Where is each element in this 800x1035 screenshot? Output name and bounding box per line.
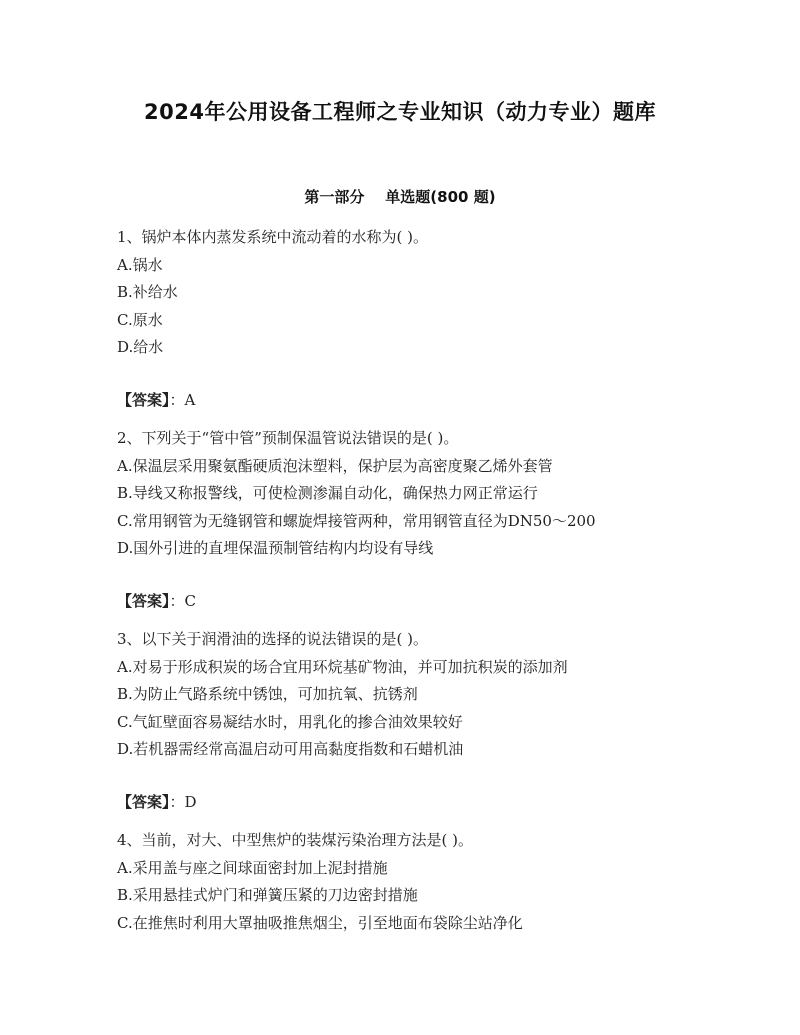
question-stem: 3、以下关于润滑油的选择的说法错误的是( )。 xyxy=(117,630,429,648)
option-b: B.为防止气路系统中锈蚀，可加抗氧、抗锈剂 xyxy=(117,685,418,703)
answer-value: ：A xyxy=(169,390,196,409)
option-d: D.给水 xyxy=(117,338,164,356)
option-b: B.补给水 xyxy=(117,283,178,301)
question-stem: 1、锅炉本体内蒸发系统中流动着的水称为( )。 xyxy=(117,228,429,246)
option-a: A.采用盖与座之间球面密封加上泥封措施 xyxy=(117,858,388,877)
answer-line xyxy=(117,789,717,817)
answer-line xyxy=(117,588,717,616)
option-c: C.在推焦时利用大罩抽吸推焦烟尘，引至地面布袋除尘站净化 xyxy=(117,913,523,932)
answer-label: 【答案】 xyxy=(117,792,170,811)
question-2 xyxy=(117,425,717,615)
answer-line xyxy=(117,387,717,415)
option-d: D.若机器需经常高温启动可用高黏度指数和石蜡机油 xyxy=(117,740,464,758)
option-b: B.导线又称报警线，可使检测渗漏自动化，确保热力网正常运行 xyxy=(117,484,538,502)
section-heading: 第一部分 单选题(800 题) xyxy=(304,188,496,206)
question-stem: 4、当前，对大、中型焦炉的装煤污染治理方法是( )。 xyxy=(117,831,474,849)
option-c: C.气缸壁面容易凝结水时，用乳化的掺合油效果较好 xyxy=(117,712,463,731)
option-d: D.国外引进的直埋保温预制管结构内均设有导线 xyxy=(117,539,434,557)
answer-value: ：D xyxy=(169,792,197,811)
question-list xyxy=(117,224,717,937)
question-stem: 2、下列关于“管中管”预制保温管说法错误的是( )。 xyxy=(117,429,459,447)
option-a: A.保温层采用聚氨酯硬质泡沫塑料，保护层为高密度聚乙烯外套管 xyxy=(117,456,553,475)
answer-label: 【答案】 xyxy=(117,591,170,610)
document-title: 2024年公用设备工程师之专业知识（动力专业）题库 xyxy=(144,100,656,124)
option-c: C.常用钢管为无缝钢管和螺旋焊接管两种，常用钢管直径为DN50～200 xyxy=(117,511,596,530)
option-a: A.锅水 xyxy=(117,255,163,274)
question-3 xyxy=(117,626,717,816)
option-a: A.对易于形成积炭的场合宜用环烷基矿物油，并可加抗积炭的添加剂 xyxy=(117,657,568,676)
question-1 xyxy=(117,224,717,414)
option-c: C.原水 xyxy=(117,310,163,329)
option-b: B.采用悬挂式炉门和弹簧压紧的刀边密封措施 xyxy=(117,886,418,904)
answer-value: ：C xyxy=(169,591,196,610)
answer-label: 【答案】 xyxy=(117,390,170,409)
question-4 xyxy=(117,827,717,937)
